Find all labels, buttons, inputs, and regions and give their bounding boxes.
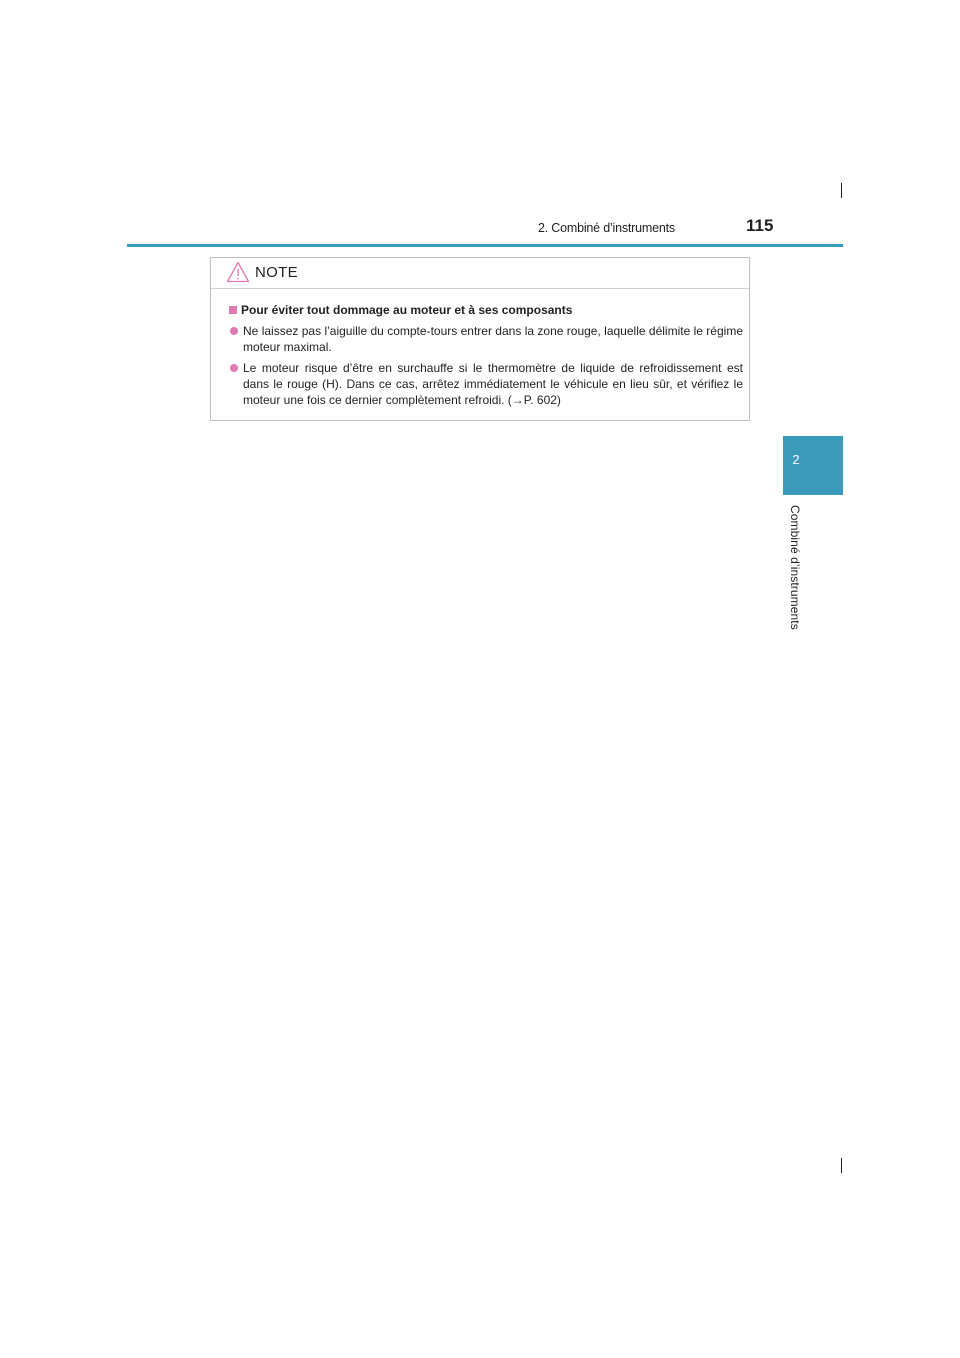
chapter-tab-number: 2 (792, 452, 800, 467)
note-body (211, 289, 749, 408)
header-divider (127, 244, 843, 247)
warning-triangle-icon (226, 261, 250, 283)
bullet-dot-icon (230, 364, 238, 372)
note-section-title (229, 302, 743, 318)
chapter-side-label: Combiné d’instruments (788, 505, 802, 630)
note-title: NOTE (255, 264, 298, 281)
note-header (211, 258, 749, 289)
square-bullet-icon (229, 306, 237, 314)
note-bullet (229, 323, 743, 355)
note-section-title-text: Pour éviter tout dommage au moteur et à ses composants (241, 303, 573, 317)
page-number: 115 (746, 216, 774, 235)
crop-mark-top (841, 183, 842, 198)
chapter-title: 2. Combiné d’instruments (538, 221, 675, 235)
note-bullet (229, 360, 743, 408)
note-box (210, 257, 750, 421)
note-bullet-text: Ne laissez pas l’aiguille du compte-tours entrer dans la zone rouge, laquelle délimite le régime moteur maximal. (243, 324, 743, 354)
note-bullet-text: Le moteur risque d’être en surchauffe si le thermomètre de liquide de refroidissement est dans le rouge (H). Dans ce cas, arrêtez immédiatement le véhicule en lieu sûr, et vérifiez le moteur une fois ce dernier complètement refroidi. (→P. 602) (243, 361, 743, 407)
bullet-dot-icon (230, 327, 238, 335)
crop-mark-bottom (841, 1158, 842, 1173)
